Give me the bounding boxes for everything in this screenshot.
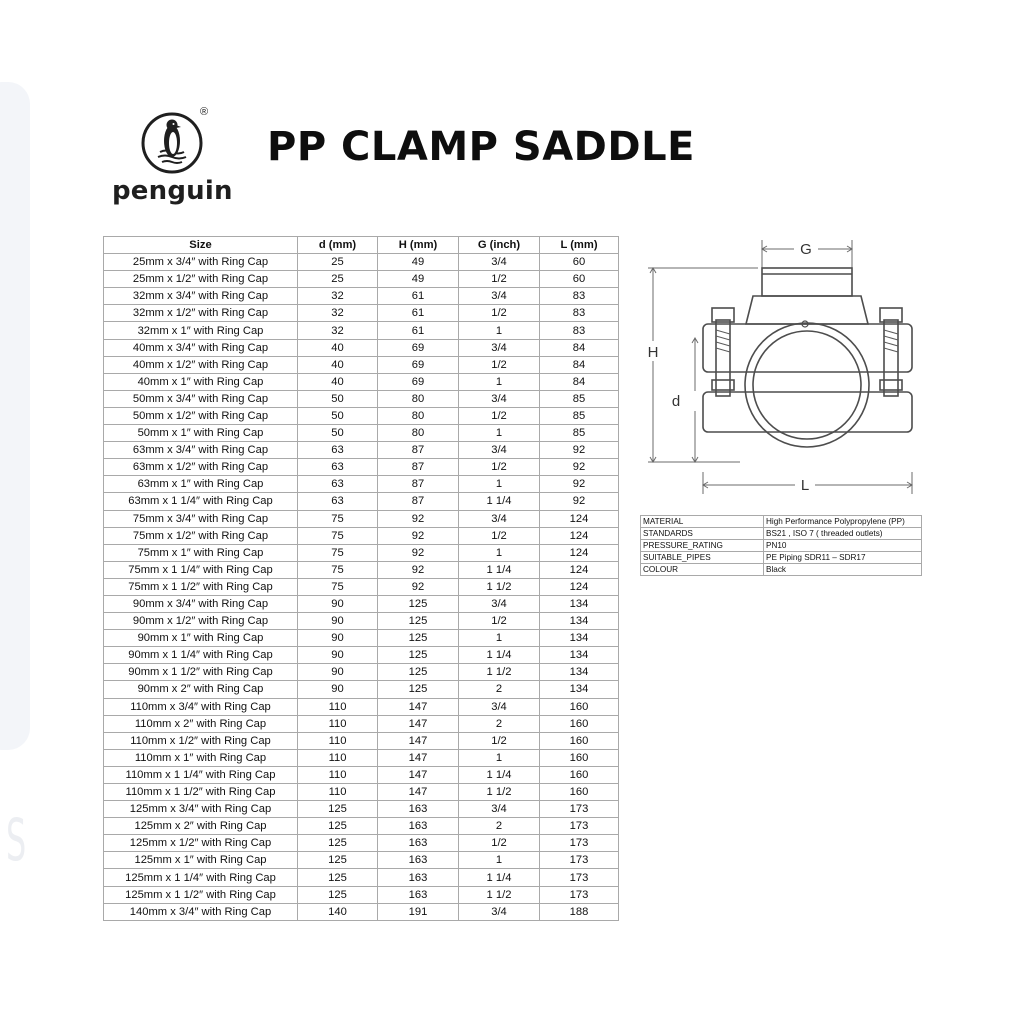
cell-h: 92 (378, 544, 459, 561)
cell-h: 80 (378, 425, 459, 442)
table-row (104, 544, 619, 561)
cell-g: 3/4 (459, 801, 540, 818)
property-key: STANDARDS (641, 528, 764, 540)
cell-size: 75mm x 1″ with Ring Cap (104, 544, 298, 561)
cell-g: 1/2 (459, 356, 540, 373)
cell-h: 125 (378, 647, 459, 664)
property-row (641, 528, 922, 540)
cell-h: 125 (378, 630, 459, 647)
cell-l: 134 (540, 647, 619, 664)
cell-size: 40mm x 3/4″ with Ring Cap (104, 339, 298, 356)
cell-h: 125 (378, 681, 459, 698)
cell-size: 90mm x 1/2″ with Ring Cap (104, 613, 298, 630)
cell-g: 2 (459, 681, 540, 698)
cell-h: 61 (378, 288, 459, 305)
property-key: COLOUR (641, 564, 764, 576)
page-title: PP CLAMP SADDLE (267, 124, 695, 170)
cell-h: 92 (378, 510, 459, 527)
cell-h: 191 (378, 903, 459, 920)
property-value: PN10 (764, 540, 922, 552)
table-row (104, 476, 619, 493)
cell-d: 40 (298, 356, 378, 373)
sizes-table-body (104, 254, 619, 921)
property-value: High Performance Polypropylene (PP) (764, 516, 922, 528)
table-row (104, 886, 619, 903)
cell-l: 124 (540, 561, 619, 578)
table-row (104, 698, 619, 715)
table-row (104, 766, 619, 783)
cell-size: 32mm x 1″ with Ring Cap (104, 322, 298, 339)
header-h: H (mm) (378, 237, 459, 254)
property-value: Black (764, 564, 922, 576)
cell-size: 25mm x 1/2″ with Ring Cap (104, 271, 298, 288)
cell-h: 147 (378, 784, 459, 801)
cell-l: 60 (540, 271, 619, 288)
table-row (104, 288, 619, 305)
cell-h: 92 (378, 561, 459, 578)
table-row (104, 322, 619, 339)
saddle-body (703, 268, 912, 447)
table-row (104, 459, 619, 476)
cell-h: 147 (378, 732, 459, 749)
cell-size: 90mm x 1″ with Ring Cap (104, 630, 298, 647)
cell-size: 140mm x 3/4″ with Ring Cap (104, 903, 298, 920)
cell-h: 69 (378, 356, 459, 373)
cell-d: 75 (298, 510, 378, 527)
cell-l: 173 (540, 818, 619, 835)
cell-l: 92 (540, 442, 619, 459)
cell-h: 125 (378, 664, 459, 681)
cell-g: 1 (459, 852, 540, 869)
cell-g: 1 1/2 (459, 886, 540, 903)
cell-l: 85 (540, 390, 619, 407)
label-h: H (647, 344, 659, 361)
cell-d: 50 (298, 390, 378, 407)
cell-g: 1 1/4 (459, 766, 540, 783)
cell-d: 110 (298, 732, 378, 749)
cell-d: 125 (298, 818, 378, 835)
property-value: BS21 , ISO 7 ( threaded outlets) (764, 528, 922, 540)
cell-size: 110mm x 1 1/4″ with Ring Cap (104, 766, 298, 783)
cell-l: 124 (540, 510, 619, 527)
table-row (104, 801, 619, 818)
label-d: d (671, 393, 681, 410)
cell-l: 85 (540, 407, 619, 424)
table-row (104, 561, 619, 578)
cell-l: 188 (540, 903, 619, 920)
table-row (104, 852, 619, 869)
cell-l: 160 (540, 698, 619, 715)
cell-g: 1 (459, 373, 540, 390)
property-row (641, 516, 922, 528)
cell-h: 92 (378, 578, 459, 595)
cell-d: 125 (298, 801, 378, 818)
cell-l: 84 (540, 339, 619, 356)
brand-logo (108, 108, 238, 208)
cell-size: 50mm x 1″ with Ring Cap (104, 425, 298, 442)
cell-size: 125mm x 1/2″ with Ring Cap (104, 835, 298, 852)
table-row (104, 613, 619, 630)
cell-h: 147 (378, 766, 459, 783)
cell-d: 63 (298, 493, 378, 510)
table-row (104, 356, 619, 373)
cell-g: 1 1/2 (459, 784, 540, 801)
header-g: G (inch) (459, 237, 540, 254)
clamp-saddle-diagram (640, 236, 920, 498)
cell-d: 32 (298, 305, 378, 322)
cell-g: 1/2 (459, 305, 540, 322)
cell-h: 69 (378, 373, 459, 390)
table-row (104, 442, 619, 459)
cell-g: 1 (459, 630, 540, 647)
label-g: G (800, 241, 812, 258)
cell-l: 83 (540, 305, 619, 322)
cell-h: 49 (378, 254, 459, 271)
penguin-icon (138, 108, 208, 174)
label-l: L (800, 477, 810, 494)
cell-l: 92 (540, 476, 619, 493)
cell-d: 25 (298, 254, 378, 271)
cell-d: 90 (298, 613, 378, 630)
cell-h: 163 (378, 818, 459, 835)
cell-d: 40 (298, 339, 378, 356)
cell-g: 1/2 (459, 835, 540, 852)
cell-h: 147 (378, 749, 459, 766)
cell-h: 87 (378, 442, 459, 459)
cell-size: 63mm x 3/4″ with Ring Cap (104, 442, 298, 459)
cell-size: 75mm x 1 1/4″ with Ring Cap (104, 561, 298, 578)
bolt-threads (716, 330, 898, 352)
cell-size: 110mm x 1 1/2″ with Ring Cap (104, 784, 298, 801)
cell-d: 75 (298, 544, 378, 561)
cell-size: 63mm x 1″ with Ring Cap (104, 476, 298, 493)
cell-g: 3/4 (459, 698, 540, 715)
side-letter: S (6, 806, 27, 874)
cell-d: 110 (298, 698, 378, 715)
cell-size: 32mm x 1/2″ with Ring Cap (104, 305, 298, 322)
cell-g: 3/4 (459, 390, 540, 407)
header-l: L (mm) (540, 237, 619, 254)
cell-l: 134 (540, 664, 619, 681)
cell-d: 125 (298, 886, 378, 903)
cell-d: 110 (298, 766, 378, 783)
cell-h: 163 (378, 835, 459, 852)
cell-g: 1 (459, 476, 540, 493)
cell-g: 3/4 (459, 510, 540, 527)
cell-g: 3/4 (459, 288, 540, 305)
table-row (104, 254, 619, 271)
table-row (104, 715, 619, 732)
table-row (104, 425, 619, 442)
cell-d: 75 (298, 527, 378, 544)
cell-d: 110 (298, 749, 378, 766)
table-row (104, 390, 619, 407)
cell-d: 50 (298, 425, 378, 442)
cell-g: 1 (459, 322, 540, 339)
cell-g: 1 1/4 (459, 869, 540, 886)
cell-size: 110mm x 1/2″ with Ring Cap (104, 732, 298, 749)
cell-d: 32 (298, 288, 378, 305)
cell-g: 1 (459, 749, 540, 766)
cell-l: 134 (540, 613, 619, 630)
cell-l: 173 (540, 852, 619, 869)
cell-l: 83 (540, 322, 619, 339)
cell-g: 2 (459, 818, 540, 835)
cell-l: 124 (540, 578, 619, 595)
dimension-lines (648, 240, 912, 494)
cell-size: 75mm x 3/4″ with Ring Cap (104, 510, 298, 527)
cell-l: 92 (540, 493, 619, 510)
cell-d: 63 (298, 476, 378, 493)
side-panel (0, 82, 30, 750)
cell-l: 92 (540, 459, 619, 476)
cell-h: 163 (378, 869, 459, 886)
cell-g: 1/2 (459, 732, 540, 749)
table-row (104, 630, 619, 647)
cell-size: 110mm x 1″ with Ring Cap (104, 749, 298, 766)
cell-l: 84 (540, 356, 619, 373)
brand-name: penguin (112, 176, 233, 206)
cell-g: 3/4 (459, 442, 540, 459)
table-row (104, 647, 619, 664)
cell-d: 75 (298, 578, 378, 595)
property-key: PRESSURE_RATING (641, 540, 764, 552)
table-row (104, 271, 619, 288)
cell-h: 147 (378, 715, 459, 732)
table-row (104, 903, 619, 920)
cell-size: 40mm x 1″ with Ring Cap (104, 373, 298, 390)
table-row (104, 305, 619, 322)
sizes-table (103, 236, 619, 921)
cell-h: 61 (378, 305, 459, 322)
cell-l: 124 (540, 527, 619, 544)
property-key: SUITABLE_PIPES (641, 552, 764, 564)
table-row (104, 835, 619, 852)
cell-l: 160 (540, 766, 619, 783)
properties-table-body (641, 516, 922, 576)
cell-h: 147 (378, 698, 459, 715)
cell-size: 63mm x 1/2″ with Ring Cap (104, 459, 298, 476)
cell-g: 3/4 (459, 254, 540, 271)
cell-h: 80 (378, 407, 459, 424)
cell-h: 69 (378, 339, 459, 356)
property-row (641, 552, 922, 564)
cell-l: 160 (540, 784, 619, 801)
cell-size: 125mm x 1″ with Ring Cap (104, 852, 298, 869)
cell-size: 40mm x 1/2″ with Ring Cap (104, 356, 298, 373)
cell-size: 90mm x 3/4″ with Ring Cap (104, 595, 298, 612)
cell-l: 60 (540, 254, 619, 271)
cell-d: 50 (298, 407, 378, 424)
cell-l: 173 (540, 886, 619, 903)
cell-size: 110mm x 2″ with Ring Cap (104, 715, 298, 732)
property-key: MATERIAL (641, 516, 764, 528)
cell-size: 32mm x 3/4″ with Ring Cap (104, 288, 298, 305)
cell-d: 90 (298, 681, 378, 698)
cell-size: 25mm x 3/4″ with Ring Cap (104, 254, 298, 271)
cell-d: 125 (298, 835, 378, 852)
header-d: d (mm) (298, 237, 378, 254)
table-row (104, 578, 619, 595)
cell-g: 1 1/4 (459, 647, 540, 664)
table-row (104, 510, 619, 527)
table-row (104, 339, 619, 356)
cell-l: 84 (540, 373, 619, 390)
cell-d: 125 (298, 852, 378, 869)
cell-g: 1 (459, 544, 540, 561)
cell-h: 92 (378, 527, 459, 544)
cell-h: 163 (378, 852, 459, 869)
cell-d: 90 (298, 595, 378, 612)
cell-h: 49 (378, 271, 459, 288)
cell-size: 125mm x 1 1/4″ with Ring Cap (104, 869, 298, 886)
cell-d: 75 (298, 561, 378, 578)
table-row (104, 595, 619, 612)
property-value: PE Piping SDR11 – SDR17 (764, 552, 922, 564)
cell-d: 40 (298, 373, 378, 390)
cell-g: 1/2 (459, 527, 540, 544)
cell-l: 85 (540, 425, 619, 442)
cell-l: 124 (540, 544, 619, 561)
properties-table (640, 515, 922, 576)
cell-g: 1/2 (459, 613, 540, 630)
cell-l: 160 (540, 749, 619, 766)
table-row (104, 407, 619, 424)
cell-l: 134 (540, 630, 619, 647)
cell-d: 90 (298, 630, 378, 647)
cell-g: 1 1/2 (459, 664, 540, 681)
cell-l: 160 (540, 732, 619, 749)
cell-size: 63mm x 1 1/4″ with Ring Cap (104, 493, 298, 510)
cell-size: 110mm x 3/4″ with Ring Cap (104, 698, 298, 715)
cell-g: 1/2 (459, 271, 540, 288)
cell-g: 3/4 (459, 339, 540, 356)
table-row (104, 749, 619, 766)
cell-d: 110 (298, 715, 378, 732)
cell-g: 1/2 (459, 407, 540, 424)
cell-g: 3/4 (459, 903, 540, 920)
cell-g: 1/2 (459, 459, 540, 476)
cell-l: 160 (540, 715, 619, 732)
table-row (104, 681, 619, 698)
cell-h: 87 (378, 459, 459, 476)
cell-size: 125mm x 2″ with Ring Cap (104, 818, 298, 835)
table-row (104, 373, 619, 390)
cell-h: 80 (378, 390, 459, 407)
cell-l: 173 (540, 801, 619, 818)
cell-h: 125 (378, 613, 459, 630)
cell-h: 87 (378, 476, 459, 493)
cell-d: 90 (298, 647, 378, 664)
cell-d: 125 (298, 869, 378, 886)
cell-size: 50mm x 1/2″ with Ring Cap (104, 407, 298, 424)
cell-g: 1 1/4 (459, 493, 540, 510)
cell-l: 173 (540, 835, 619, 852)
cell-g: 2 (459, 715, 540, 732)
cell-d: 63 (298, 442, 378, 459)
cell-d: 63 (298, 459, 378, 476)
registered-mark: ® (200, 106, 209, 118)
table-row (104, 818, 619, 835)
table-row (104, 784, 619, 801)
cell-h: 87 (378, 493, 459, 510)
cell-h: 125 (378, 595, 459, 612)
cell-g: 1 1/4 (459, 561, 540, 578)
table-row (104, 664, 619, 681)
cell-l: 173 (540, 869, 619, 886)
cell-size: 125mm x 3/4″ with Ring Cap (104, 801, 298, 818)
cell-d: 110 (298, 784, 378, 801)
cell-d: 90 (298, 664, 378, 681)
cell-l: 83 (540, 288, 619, 305)
cell-h: 61 (378, 322, 459, 339)
cell-g: 1 1/2 (459, 578, 540, 595)
cell-g: 1 (459, 425, 540, 442)
cell-size: 90mm x 2″ with Ring Cap (104, 681, 298, 698)
cell-d: 140 (298, 903, 378, 920)
cell-l: 134 (540, 681, 619, 698)
table-row (104, 527, 619, 544)
cell-size: 90mm x 1 1/4″ with Ring Cap (104, 647, 298, 664)
cell-d: 25 (298, 271, 378, 288)
cell-h: 163 (378, 886, 459, 903)
table-row (104, 493, 619, 510)
cell-g: 3/4 (459, 595, 540, 612)
cell-size: 90mm x 1 1/2″ with Ring Cap (104, 664, 298, 681)
cell-size: 125mm x 1 1/2″ with Ring Cap (104, 886, 298, 903)
cell-size: 75mm x 1 1/2″ with Ring Cap (104, 578, 298, 595)
cell-size: 75mm x 1/2″ with Ring Cap (104, 527, 298, 544)
cell-l: 134 (540, 595, 619, 612)
cell-h: 163 (378, 801, 459, 818)
property-row (641, 540, 922, 552)
header-size: Size (104, 237, 298, 254)
table-header-row (104, 237, 619, 254)
property-row (641, 564, 922, 576)
cell-d: 32 (298, 322, 378, 339)
table-row (104, 869, 619, 886)
cell-size: 50mm x 3/4″ with Ring Cap (104, 390, 298, 407)
table-row (104, 732, 619, 749)
